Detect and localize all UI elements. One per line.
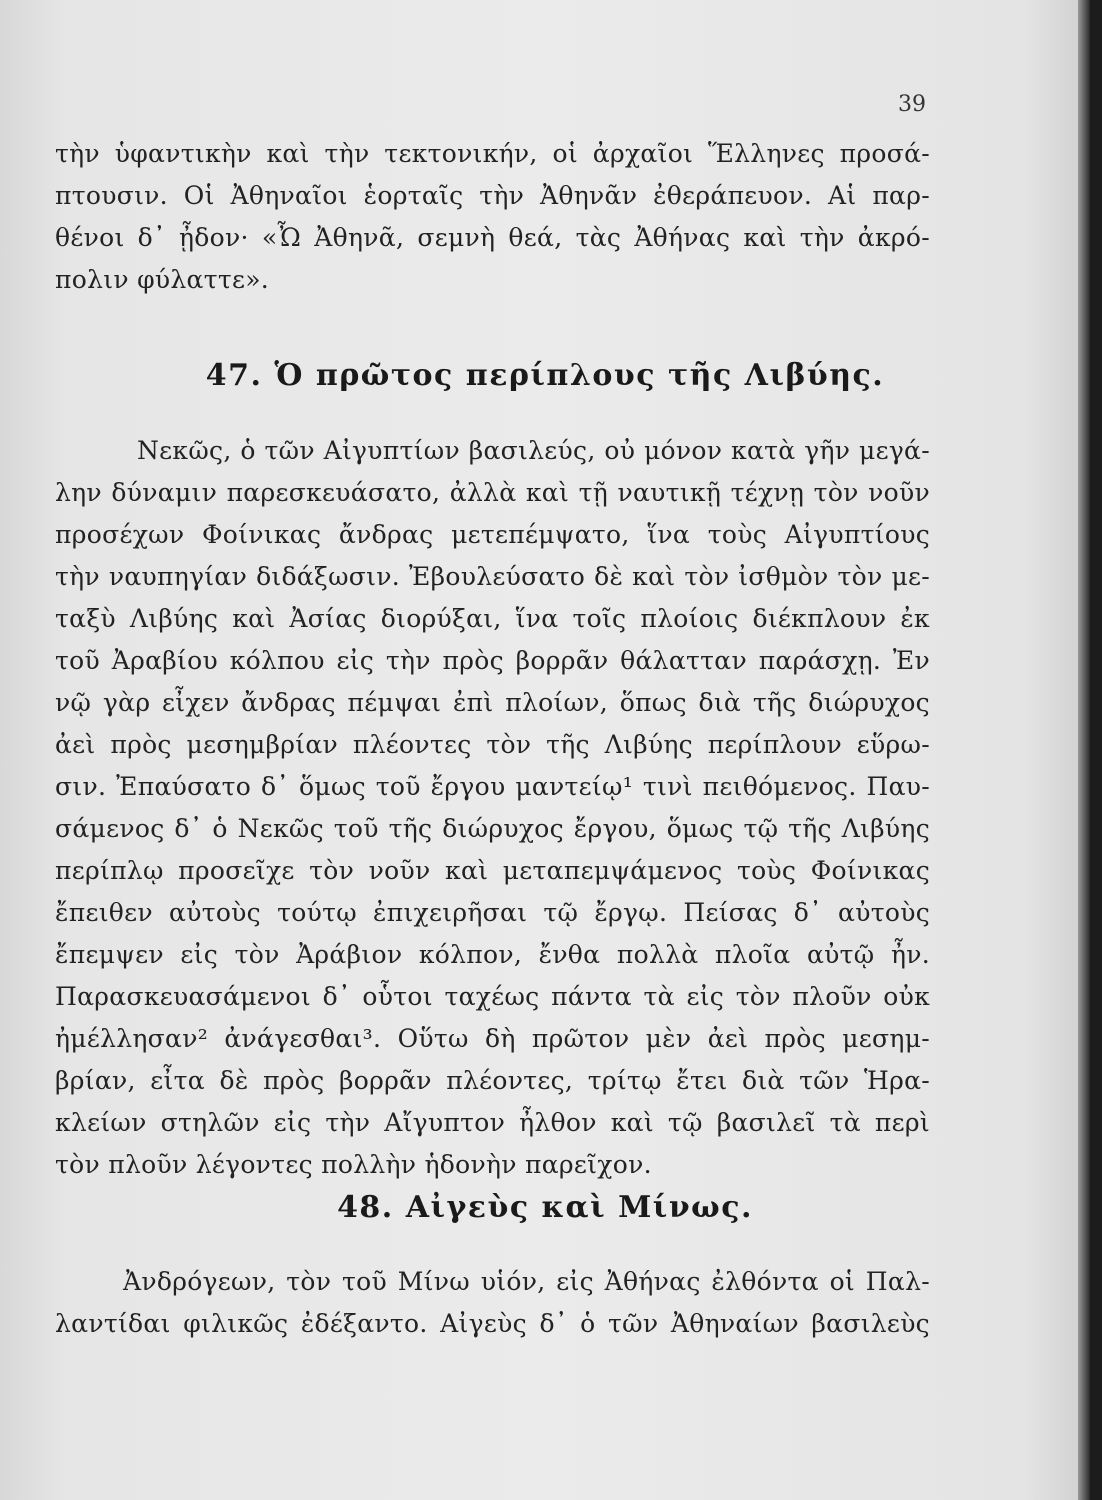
text-line: κλείων στηλῶν εἰς τὴν Αἴγυπτον ἦλθον καὶ τῷ βασιλεῖ τὰ περὶ	[55, 1108, 930, 1137]
intro-paragraph	[55, 133, 930, 301]
section-47-paragraph	[55, 430, 930, 1186]
text-line: τὸν πλοῦν λέγοντες πολλὴν ἡδονὴν παρεῖχον.	[55, 1150, 652, 1179]
text-line: λαντίδαι φιλικῶς ἐδέξαντο. Αἰγεὺς δ᾽ ὁ τῶν Ἀθηναίων βασιλεὺς	[55, 1309, 930, 1338]
text-line: Νεκῶς, ὁ τῶν Αἰγυπτίων βασιλεύς, οὐ μόνον κατὰ γῆν μεγά-	[137, 436, 930, 465]
section-47-heading: 47. Ὁ πρῶτος περίπλους τῆς Λιβύης.	[205, 358, 885, 393]
text-line: Ἀνδρόγεων, τὸν τοῦ Μίνω υἱόν, εἰς Ἀθήνας ἐλθόντα οἱ Παλ-	[123, 1267, 930, 1296]
text-line: προσέχων Φοίνικας ἄνδρας μετεπέμψατο, ἵνα τοὺς Αἰγυπτίους	[55, 520, 930, 549]
book-spine-edge	[1078, 0, 1090, 1500]
text-line: θένοι δ᾽ ᾖδον· «Ὦ Ἀθηνᾶ, σεμνὴ θεά, τὰς Ἀθήνας καὶ τὴν ἀκρό-	[55, 223, 930, 252]
text-line: ἔπεμψεν εἰς τὸν Ἀράβιον κόλπον, ἔνθα πολλὰ πλοῖα αὐτῷ ἦν.	[55, 940, 930, 969]
text-line: ἀεὶ πρὸς μεσημβρίαν πλέοντες τὸν τῆς Λιβύης περίπλουν εὕρω-	[55, 730, 930, 759]
text-line: βρίαν, εἶτα δὲ πρὸς βορρᾶν πλέοντες, τρίτῳ ἔτει διὰ τῶν Ἡρα-	[55, 1066, 930, 1095]
text-line: τὴν ὑφαντικὴν καὶ τὴν τεκτονικήν, οἱ ἀρχαῖοι Ἕλληνες προσά-	[55, 139, 930, 168]
text-line: Παρασκευασάμενοι δ᾽ οὗτοι ταχέως πάντα τὰ εἰς τὸν πλοῦν οὐκ	[55, 982, 930, 1011]
text-line: νῷ γὰρ εἶχεν ἄνδρας πέμψαι ἐπὶ πλοίων, ὅπως διὰ τῆς διώρυχος	[55, 688, 930, 717]
text-line: πτουσιν. Οἱ Ἀθηναῖοι ἑορταῖς τὴν Ἀθηνᾶν ἐθεράπευον. Αἱ παρ-	[55, 181, 930, 210]
section-48-heading: 48. Αἰγεὺς καὶ Μίνως.	[337, 1190, 753, 1225]
text-line: περίπλῳ προσεῖχε τὸν νοῦν καὶ μεταπεμψάμενος τοὺς Φοίνικας	[55, 856, 930, 885]
text-line: ἔπειθεν αὐτοὺς τούτῳ ἐπιχειρῆσαι τῷ ἔργῳ. Πείσας δ᾽ αὐτοὺς	[55, 898, 930, 927]
text-line: τοῦ Ἀραβίου κόλπου εἰς τὴν πρὸς βορρᾶν θάλατταν παράσχῃ. Ἐν	[55, 646, 930, 675]
section-48-paragraph	[55, 1261, 930, 1345]
text-line: σάμενος δ᾽ ὁ Νεκῶς τοῦ τῆς διώρυχος ἔργου, ὅμως τῷ τῆς Λιβύης	[55, 814, 930, 843]
text-line: σιν. Ἐπαύσατο δ᾽ ὅμως τοῦ ἔργου μαντείῳ¹ τινὶ πειθόμενος. Παυ-	[55, 772, 930, 801]
page-number: 39	[898, 92, 926, 117]
text-line: πολιν φύλαττε».	[55, 265, 270, 294]
text-line: ἠμέλλησαν² ἀνάγεσθαι³. Οὕτω δὴ πρῶτον μὲν ἀεὶ πρὸς μεσημ-	[55, 1024, 930, 1053]
text-line: ταξὺ Λιβύης καὶ Ἀσίας διορύξαι, ἵνα τοῖς πλοίοις διέκπλουν ἐκ	[55, 604, 930, 633]
text-line: λην δύναμιν παρεσκευάσατο, ἀλλὰ καὶ τῇ ναυτικῇ τέχνῃ τὸν νοῦν	[55, 478, 930, 507]
text-line: τὴν ναυπηγίαν διδάξωσιν. Ἐβουλεύσατο δὲ καὶ τὸν ἰσθμὸν τὸν με-	[55, 562, 930, 591]
